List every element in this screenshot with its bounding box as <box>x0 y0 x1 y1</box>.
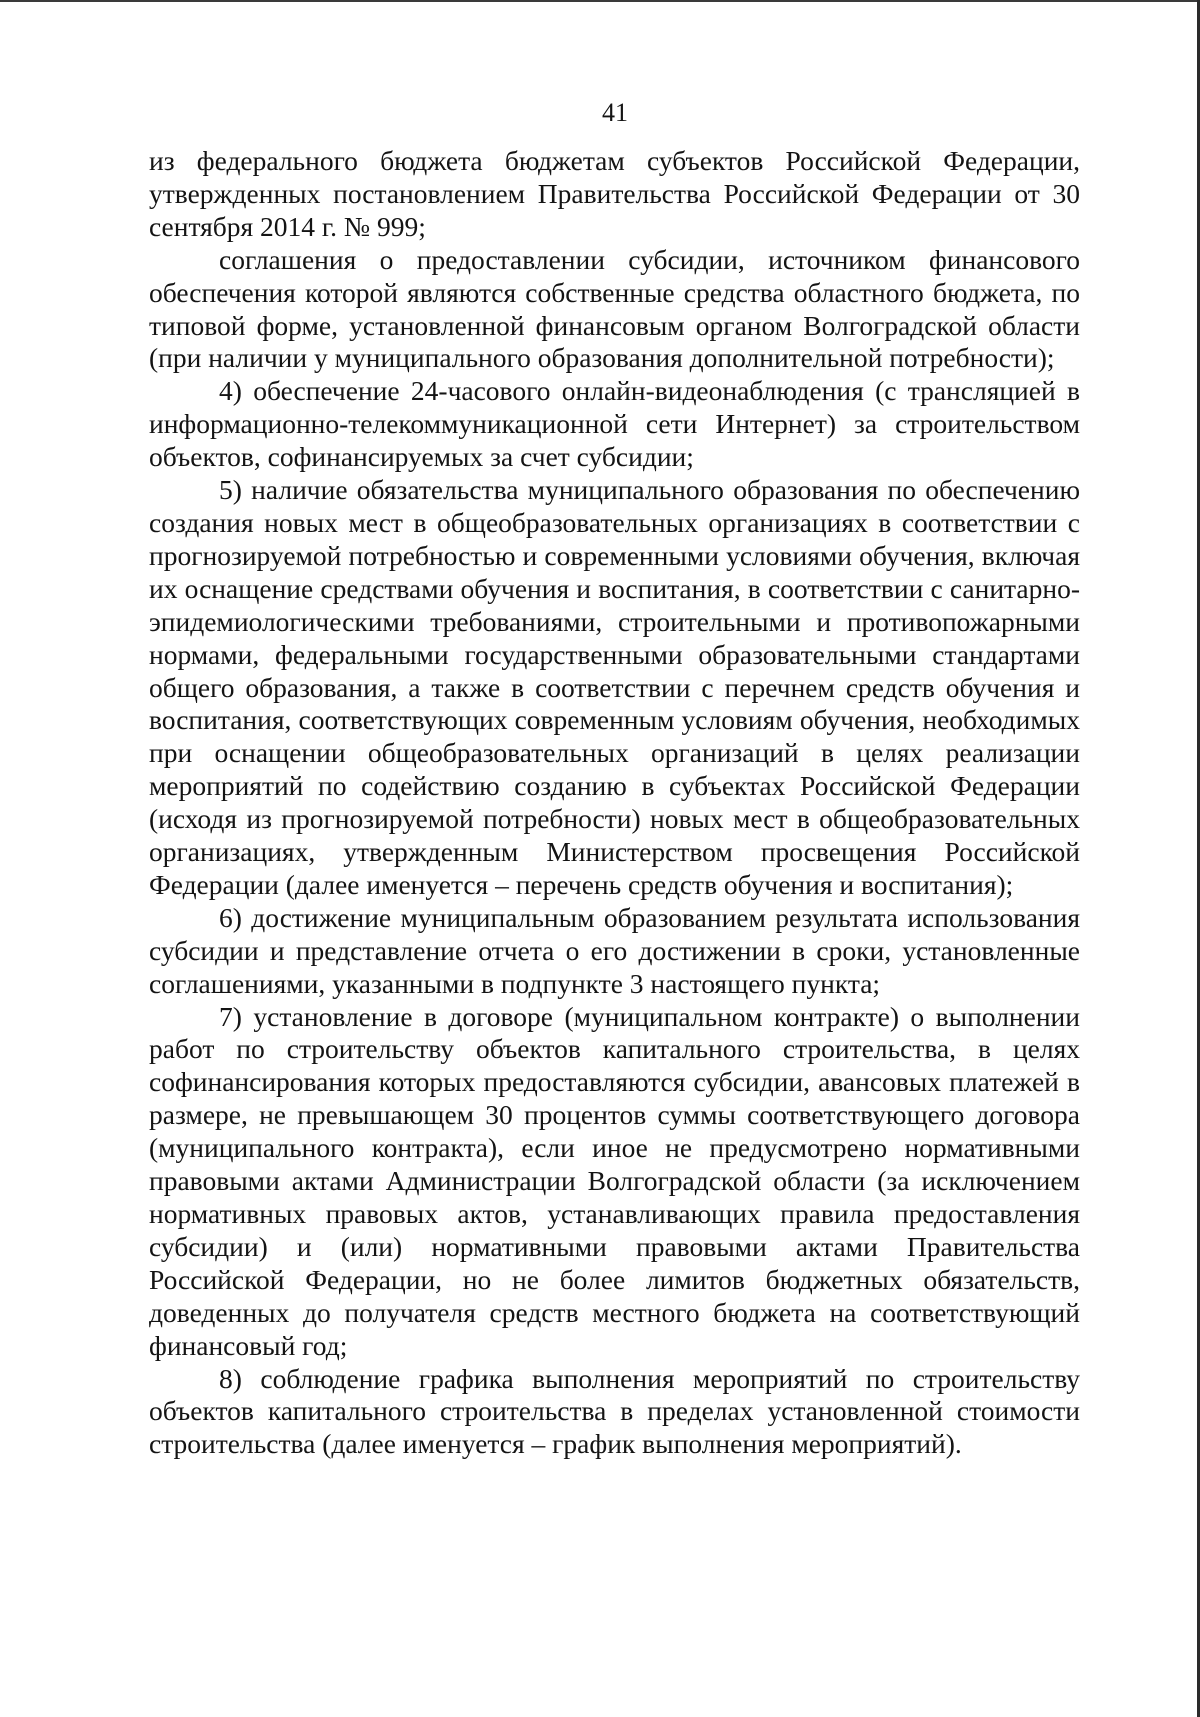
document-body <box>149 145 1080 1461</box>
paragraph-continuation: из федерального бюджета бюджетам субъектов Российской Федерации, утвержденных постановлением Правительства Российской Федерации от 30 сентября 2014 г. № 999; <box>149 145 1080 242</box>
scan-edge-top <box>0 0 1200 2</box>
page-number: 41 <box>602 98 628 127</box>
paragraph-item-7: 7) установление в договоре (муниципальном контракте) о выполнении работ по строительству объектов капитального строительства, в целях софинансирования которых предоставляются субсидии, авансовых платежей в размере, не превышающем 30 процентов суммы соответствующего договора (муниципального контракта), если иное не предусмотрено нормативными правовыми актами Администрации Волгоградской области (за исключением нормативных правовых актов, устанавливающих правила предоставления субсидии) и (или) нормативными правовыми актами Правительства Российской Федерации, но не более лимитов бюджетных обязательств, доведенных до получателя средств местного бюджета на соответствующий финансовый год; <box>149 1000 1080 1361</box>
paragraph-item-6: 6) достижение муниципальным образованием результата использования субсидии и представление отчета о его достижении в сроки, установленные соглашениями, указанными в подпункте 3 настоящего пункта; <box>149 901 1080 999</box>
paragraph-item-5: 5) наличие обязательства муниципального образования по обеспечению создания новых мест в общеобразовательных организациях в соответствии с прогнозируемой потребностью и современными условиями обучения, включая их оснащение средствами обучения и воспитания, в соответствии с санитарно-эпидемиологическими требованиями, строительными и противопожарными нормами, федеральными государственными образовательными стандартами общего образования, а также в соответствии с перечнем средств обучения и воспитания, соответствующих современным условиям обучения, необходимых при оснащении общеобразовательных организаций в целях реализации мероприятий по содействию созданию в субъектах Российской Федерации (исходя из прогнозируемой потребности) новых мест в общеобразовательных организациях, утвержденным Министерством просвещения Российской Федерации (далее именуется – перечень средств обучения и воспитания); <box>149 474 1080 900</box>
paragraph-item-4: 4) обеспечение 24-часового онлайн-видеонаблюдения (с трансляцией в информационно-телекоммуникационной сети Интернет) за строительством объектов, софинансируемых за счет субсидии; <box>149 375 1080 473</box>
paragraph-item-8: 8) соблюдение графика выполнения мероприятий по строительству объектов капитального строительства в пределах установленной стоимости строительства (далее именуется – график выполнения мероприятий). <box>149 1362 1080 1460</box>
paragraph-subsidy-agreement: соглашения о предоставлении субсидии, источником финансового обеспечения которой являются собственные средства областного бюджета, по типовой форме, установленной финансовым органом Волгоградской области (при наличии у муниципального образования дополнительной потребности); <box>149 243 1080 374</box>
